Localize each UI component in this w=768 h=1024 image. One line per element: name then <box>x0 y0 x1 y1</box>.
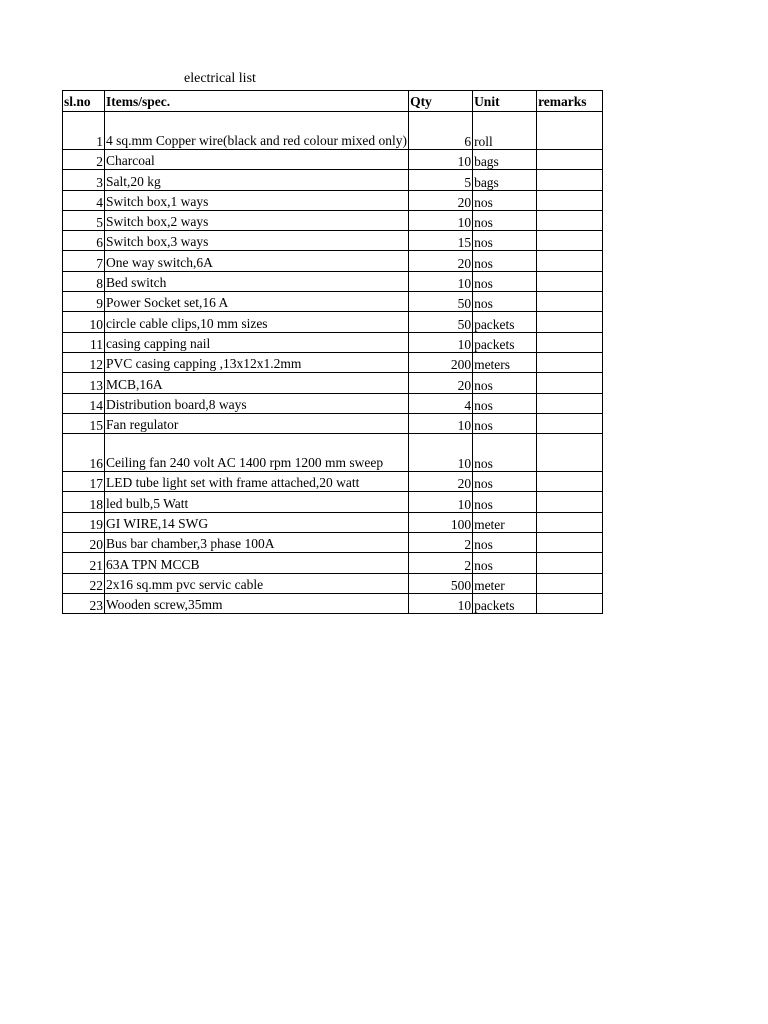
row-item: One way switch,6A <box>105 251 409 271</box>
row-remarks <box>537 512 603 532</box>
header-row <box>63 91 603 112</box>
header-unit: Unit <box>473 91 537 112</box>
row-remarks <box>537 150 603 170</box>
row-qty: 10 <box>409 271 473 291</box>
document-title: electrical list <box>184 71 256 86</box>
row-slno: 1 <box>63 112 105 150</box>
row-unit: packets <box>473 332 537 352</box>
row-remarks <box>537 373 603 393</box>
row-remarks <box>537 170 603 190</box>
row-remarks <box>537 413 603 433</box>
row-item: casing capping nail <box>105 332 409 352</box>
table-row <box>63 393 603 413</box>
table-row <box>63 413 603 433</box>
row-slno: 20 <box>63 533 105 553</box>
row-item: PVC casing capping ,13x12x1.2mm <box>105 352 409 372</box>
table-row <box>63 150 603 170</box>
row-qty: 2 <box>409 553 473 573</box>
row-slno: 10 <box>63 312 105 332</box>
row-qty: 2 <box>409 533 473 553</box>
row-qty: 10 <box>409 210 473 230</box>
row-remarks <box>537 553 603 573</box>
table-row <box>63 352 603 372</box>
row-item: Bus bar chamber,3 phase 100A <box>105 533 409 553</box>
row-remarks <box>537 271 603 291</box>
header-remarks: remarks <box>537 91 603 112</box>
row-slno: 6 <box>63 231 105 251</box>
row-unit: nos <box>473 231 537 251</box>
row-remarks <box>537 593 603 613</box>
row-remarks <box>537 533 603 553</box>
row-item: Distribution board,8 ways <box>105 393 409 413</box>
row-qty: 10 <box>409 150 473 170</box>
table-row <box>63 312 603 332</box>
row-remarks <box>537 251 603 271</box>
row-remarks <box>537 332 603 352</box>
row-slno: 19 <box>63 512 105 532</box>
row-unit: nos <box>473 553 537 573</box>
row-remarks <box>537 573 603 593</box>
row-qty: 4 <box>409 393 473 413</box>
row-item: Switch box,2 ways <box>105 210 409 230</box>
row-qty: 200 <box>409 352 473 372</box>
table-row <box>63 593 603 613</box>
table-row <box>63 472 603 492</box>
row-slno: 9 <box>63 292 105 312</box>
header-slno: sl.no <box>63 91 105 112</box>
table-row <box>63 373 603 393</box>
row-item: Fan regulator <box>105 413 409 433</box>
row-slno: 13 <box>63 373 105 393</box>
row-qty: 20 <box>409 251 473 271</box>
table-row <box>63 434 603 472</box>
row-slno: 15 <box>63 413 105 433</box>
row-unit: nos <box>473 292 537 312</box>
row-qty: 10 <box>409 492 473 512</box>
row-item: Switch box,1 ways <box>105 190 409 210</box>
row-unit: packets <box>473 593 537 613</box>
row-unit: nos <box>473 251 537 271</box>
row-unit: nos <box>473 190 537 210</box>
row-unit: nos <box>473 271 537 291</box>
table-row <box>63 573 603 593</box>
row-qty: 6 <box>409 112 473 150</box>
table-row <box>63 251 603 271</box>
table-row <box>63 512 603 532</box>
row-unit: nos <box>473 533 537 553</box>
row-remarks <box>537 231 603 251</box>
row-unit: bags <box>473 150 537 170</box>
row-qty: 5 <box>409 170 473 190</box>
table-row <box>63 231 603 251</box>
row-item: LED tube light set with frame attached,20 watt <box>105 472 409 492</box>
row-qty: 10 <box>409 413 473 433</box>
row-remarks <box>537 292 603 312</box>
row-slno: 22 <box>63 573 105 593</box>
row-remarks <box>537 190 603 210</box>
row-unit: nos <box>473 434 537 472</box>
row-remarks <box>537 352 603 372</box>
row-unit: bags <box>473 170 537 190</box>
header-item: Items/spec. <box>105 91 409 112</box>
row-item: led bulb,5 Watt <box>105 492 409 512</box>
row-unit: meter <box>473 512 537 532</box>
row-item: GI WIRE,14 SWG <box>105 512 409 532</box>
row-slno: 12 <box>63 352 105 372</box>
table-row <box>63 271 603 291</box>
row-qty: 15 <box>409 231 473 251</box>
table-row <box>63 332 603 352</box>
table-row <box>63 533 603 553</box>
row-qty: 50 <box>409 292 473 312</box>
row-slno: 21 <box>63 553 105 573</box>
table-row <box>63 210 603 230</box>
row-slno: 7 <box>63 251 105 271</box>
row-remarks <box>537 312 603 332</box>
row-qty: 20 <box>409 373 473 393</box>
row-item: Switch box,3 ways <box>105 231 409 251</box>
table-row <box>63 190 603 210</box>
row-item: Wooden screw,35mm <box>105 593 409 613</box>
row-unit: nos <box>473 393 537 413</box>
table-row <box>63 112 603 150</box>
row-slno: 2 <box>63 150 105 170</box>
row-item: Salt,20 kg <box>105 170 409 190</box>
row-remarks <box>537 492 603 512</box>
row-unit: packets <box>473 312 537 332</box>
row-slno: 4 <box>63 190 105 210</box>
row-unit: nos <box>473 413 537 433</box>
row-unit: meter <box>473 573 537 593</box>
row-unit: nos <box>473 210 537 230</box>
table-row <box>63 492 603 512</box>
row-slno: 3 <box>63 170 105 190</box>
row-qty: 50 <box>409 312 473 332</box>
table-row <box>63 170 603 190</box>
row-slno: 18 <box>63 492 105 512</box>
row-item: 63A TPN MCCB <box>105 553 409 573</box>
row-item: Ceiling fan 240 volt AC 1400 rpm 1200 mm sweep <box>105 434 409 472</box>
row-unit: roll <box>473 112 537 150</box>
row-item: Charcoal <box>105 150 409 170</box>
row-slno: 8 <box>63 271 105 291</box>
row-slno: 17 <box>63 472 105 492</box>
row-slno: 16 <box>63 434 105 472</box>
table-row <box>63 292 603 312</box>
row-item: Bed switch <box>105 271 409 291</box>
row-remarks <box>537 393 603 413</box>
row-slno: 11 <box>63 332 105 352</box>
row-slno: 5 <box>63 210 105 230</box>
header-qty: Qty <box>409 91 473 112</box>
row-item: 2x16 sq.mm pvc servic cable <box>105 573 409 593</box>
row-item: Power Socket set,16 A <box>105 292 409 312</box>
electrical-list-table <box>62 90 603 614</box>
row-item: 4 sq.mm Copper wire(black and red colour mixed only) <box>105 112 409 150</box>
row-unit: nos <box>473 492 537 512</box>
table-row <box>63 553 603 573</box>
row-slno: 14 <box>63 393 105 413</box>
row-remarks <box>537 472 603 492</box>
row-unit: nos <box>473 373 537 393</box>
row-qty: 10 <box>409 593 473 613</box>
row-remarks <box>537 112 603 150</box>
row-slno: 23 <box>63 593 105 613</box>
row-qty: 500 <box>409 573 473 593</box>
row-qty: 100 <box>409 512 473 532</box>
row-unit: meters <box>473 352 537 372</box>
row-unit: nos <box>473 472 537 492</box>
row-remarks <box>537 210 603 230</box>
row-qty: 10 <box>409 434 473 472</box>
row-remarks <box>537 434 603 472</box>
row-item: circle cable clips,10 mm sizes <box>105 312 409 332</box>
row-qty: 10 <box>409 332 473 352</box>
row-qty: 20 <box>409 472 473 492</box>
row-item: MCB,16A <box>105 373 409 393</box>
row-qty: 20 <box>409 190 473 210</box>
